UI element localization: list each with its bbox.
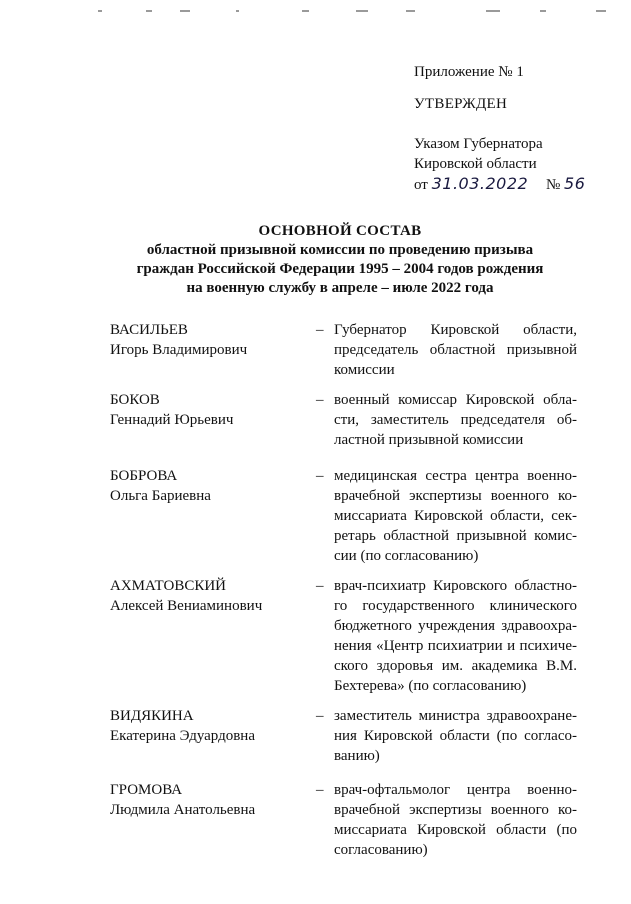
- dash-separator: –: [316, 578, 324, 594]
- member-role: военный комиссар Кировской области, заместитель председателя областной призывной комиссии: [334, 392, 577, 448]
- appendix-label: Приложение № 1: [414, 64, 524, 80]
- dash-separator: –: [316, 392, 324, 408]
- decree-reference: [414, 134, 585, 195]
- member-name: [110, 576, 310, 616]
- decree-line: Кировской области: [414, 156, 537, 172]
- title-main: ОСНОВНОЙ СОСТАВ: [258, 223, 422, 239]
- member-name: [110, 320, 310, 360]
- member-name: [110, 706, 310, 746]
- member-given-names: Екатерина Эдуардовна: [110, 728, 255, 744]
- approved-label: УТВЕРЖДЕН: [414, 96, 508, 112]
- member-given-names: Геннадий Юрьевич: [110, 412, 234, 428]
- title-line: на военную службу в апреле – июле 2022 года: [186, 280, 494, 296]
- member-given-names: Алексей Вениаминович: [110, 598, 263, 614]
- date-prefix: от: [414, 177, 428, 193]
- decree-line: Указом Губернатора: [414, 136, 543, 152]
- member-surname: БОКОВ: [110, 392, 160, 408]
- handwritten-date: 31.03.2022: [431, 174, 529, 193]
- member-surname: ВИДЯКИНА: [110, 708, 194, 724]
- document-title: [60, 222, 620, 298]
- handwritten-number: 56: [564, 174, 586, 193]
- dash-separator: –: [316, 782, 324, 798]
- dash-separator: –: [316, 468, 324, 484]
- member-name: [110, 466, 310, 506]
- member-surname: ВАСИЛЬЕВ: [110, 322, 188, 338]
- member-name: [110, 780, 310, 820]
- member-role: врач-офтальмолог центра военно-врачебной экспертизы военного комиссариата Кировской области (по согласованию): [334, 782, 577, 858]
- dash-separator: –: [316, 322, 324, 338]
- member-given-names: Игорь Владимирович: [110, 342, 248, 358]
- title-line: областной призывной комиссии по проведению призыва: [146, 242, 534, 258]
- member-surname: ГРОМОВА: [110, 782, 183, 798]
- member-role: заместитель министра здравоохранения Кировской области (по согласованию): [334, 708, 577, 764]
- member-name: [110, 390, 310, 430]
- member-surname: АХМАТОВСКИЙ: [110, 578, 226, 594]
- number-sign: №: [545, 177, 561, 193]
- title-line: граждан Российской Федерации 1995 – 2004 годов рождения: [136, 261, 544, 277]
- scan-artifacts: [0, 0, 631, 22]
- decree-date-line: [414, 174, 585, 195]
- member-role: медицинская сестра центра военно-врачебной экспертизы военного комиссариата Кировской области, секретарь областной призывной комиссии (по согласованию): [334, 468, 577, 564]
- member-role: врач-психиатр Кировского областного государственного клинического бюджетного учреждения здравоохранения «Центр психиатрии и психического здоровья им. академика В.М. Бехтерева» (по согласованию): [334, 578, 577, 694]
- member-role: Губернатор Кировской области, председатель областной призывной комиссии: [334, 322, 577, 378]
- member-surname: БОБРОВА: [110, 468, 178, 484]
- dash-separator: –: [316, 708, 324, 724]
- member-given-names: Людмила Анатольевна: [110, 802, 256, 818]
- member-given-names: Ольга Бариевна: [110, 488, 211, 504]
